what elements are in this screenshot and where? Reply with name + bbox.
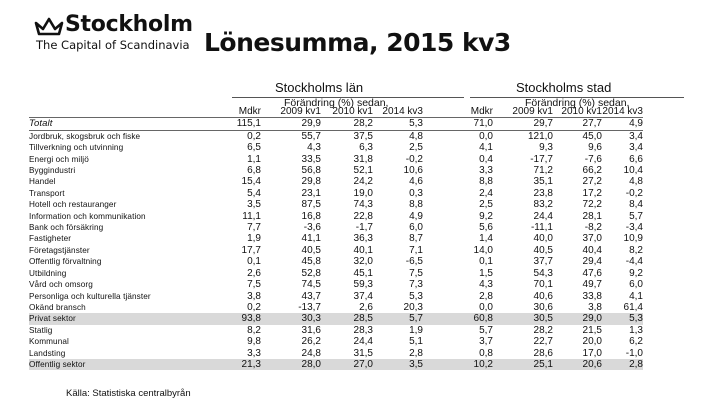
cell-value: -0,2: [405, 153, 423, 165]
subheader-stad: Förändring (%) sedan,: [525, 97, 630, 109]
cell-value: -8,2: [584, 222, 602, 234]
cell-value: 1,9: [409, 324, 423, 336]
cell-value: 26,2: [301, 336, 321, 348]
cell-value: 1,4: [479, 233, 493, 245]
cell-value: 52,1: [353, 165, 373, 177]
cell-value: 61,4: [623, 301, 643, 313]
column-header: Mdkr: [238, 106, 261, 117]
cell-value: 56,8: [301, 165, 321, 177]
cell-value: 14,0: [473, 244, 493, 256]
cell-value: -17,7: [530, 153, 553, 165]
cell-value: 4,6: [409, 176, 423, 188]
cell-value: -3,4: [625, 222, 643, 234]
table-row: [29, 233, 643, 244]
cell-value: 1,3: [629, 324, 643, 336]
table-row: [29, 325, 643, 336]
column-header: 2014 kv3: [602, 106, 643, 117]
cell-value: 45,1: [353, 267, 373, 279]
cell-value: 2,6: [359, 301, 373, 313]
cell-value: 22,8: [353, 210, 373, 222]
table-row: [29, 291, 643, 302]
cell-value: 3,5: [247, 199, 261, 211]
column-header: 2014 kv3: [382, 106, 423, 117]
cell-value: -1,0: [625, 347, 643, 359]
cell-value: 27,7: [553, 118, 602, 130]
cell-value: -6,5: [405, 256, 423, 268]
cell-value: 6,8: [247, 165, 261, 177]
cell-value: -3,6: [303, 222, 321, 234]
cell-value: 28,0: [261, 359, 321, 370]
row-label: Fastigheter: [29, 234, 72, 244]
cell-value: 1,1: [247, 153, 261, 165]
cell-value: 1,5: [479, 267, 493, 279]
table-row: [29, 302, 643, 313]
row-label: Utbildning: [29, 268, 67, 278]
cell-value: 8,8: [479, 176, 493, 188]
table-row: [29, 199, 643, 210]
sector-row: [29, 359, 643, 370]
cell-value: 20,6: [553, 359, 602, 370]
cell-value: 3,8: [247, 290, 261, 302]
cell-value: 41,1: [301, 233, 321, 245]
cell-value: 35,1: [533, 176, 553, 188]
cell-value: 7,3: [409, 279, 423, 291]
cell-value: 31,8: [353, 153, 373, 165]
column-header-blank: [29, 106, 199, 118]
column-header-row: [29, 106, 643, 118]
cell-value: 6,0: [629, 279, 643, 291]
cell-value: 37,0: [582, 233, 602, 245]
cell-value: 0,4: [479, 153, 493, 165]
cell-value: 2,6: [247, 267, 261, 279]
cell-value: 29,7: [493, 118, 553, 130]
row-label: Statlig: [29, 325, 53, 335]
cell-value: 21,5: [582, 324, 602, 336]
cell-value: 29,0: [553, 313, 602, 324]
cell-value: 27,2: [582, 176, 602, 188]
cell-value: 24,2: [353, 176, 373, 188]
cell-value: 121,0: [527, 130, 553, 142]
cell-value: 5,3: [409, 290, 423, 302]
cell-value: 5,3: [373, 118, 423, 130]
row-label: Privat sektor: [29, 313, 199, 324]
cell-value: 4,1: [479, 142, 493, 154]
cell-value: 8,4: [629, 199, 643, 211]
cell-value: -1,7: [355, 222, 373, 234]
cell-value: 40,4: [582, 244, 602, 256]
row-label: Information och kommunikation: [29, 211, 146, 221]
sector-row: [29, 313, 643, 324]
cell-value: -4,4: [625, 256, 643, 268]
page-title: Lönesumma, 2015 kv3: [204, 28, 511, 57]
row-label: Vård och omsorg: [29, 280, 93, 290]
cell-value: 2,5: [409, 142, 423, 154]
cell-value: 0,8: [479, 347, 493, 359]
cell-value: -0,2: [625, 187, 643, 199]
row-label: Transport: [29, 188, 65, 198]
cell-value: 9,8: [247, 336, 261, 348]
cell-value: 37,7: [533, 256, 553, 268]
column-header: Mdkr: [470, 106, 493, 117]
cell-value: 4,3: [307, 142, 321, 154]
cell-value: 40,5: [301, 244, 321, 256]
cell-value: 28,1: [582, 210, 602, 222]
cell-value: 0,2: [247, 301, 261, 313]
row-label: Jordbruk, skogsbruk och fiske: [29, 131, 141, 141]
cell-value: 45,0: [582, 130, 602, 142]
cell-value: -11,1: [530, 222, 553, 234]
cell-value: 3,7: [479, 336, 493, 348]
cell-value: 40,0: [533, 233, 553, 245]
table-row: [29, 348, 643, 359]
cell-value: 28,3: [353, 324, 373, 336]
logo-brand: Stockholm: [65, 12, 193, 37]
cell-value: 2,4: [479, 187, 493, 199]
table-row: [29, 256, 643, 267]
row-label: Offentlig sektor: [29, 359, 199, 370]
cell-value: 49,7: [582, 279, 602, 291]
cell-value: 71,0: [437, 118, 493, 130]
row-label: Totalt: [29, 118, 199, 130]
cell-value: 33,5: [301, 153, 321, 165]
cell-value: 43,7: [301, 290, 321, 302]
row-label: Personliga och kulturella tjänster: [29, 291, 151, 301]
cell-value: 7,1: [409, 244, 423, 256]
column-header: 2010 kv1: [332, 106, 373, 117]
source-note: Källa: Statistiska centralbyrån: [66, 388, 191, 399]
cell-value: 0,0: [479, 301, 493, 313]
cell-value: 55,7: [301, 130, 321, 142]
cell-value: 21,3: [199, 359, 261, 370]
cell-value: 30,3: [261, 313, 321, 324]
cell-value: 3,5: [373, 359, 423, 370]
cell-value: 11,1: [242, 210, 261, 222]
cell-value: 9,6: [588, 142, 602, 154]
cell-value: 9,3: [539, 142, 553, 154]
cell-value: 4,3: [479, 279, 493, 291]
row-label: Bank och försäkring: [29, 223, 104, 233]
group-header-lan: Stockholms län: [275, 80, 364, 95]
cell-value: 0,1: [479, 256, 493, 268]
column-header: 2009 kv1: [280, 106, 321, 117]
cell-value: 5,6: [479, 222, 493, 234]
cell-value: 0,0: [479, 130, 493, 142]
cell-value: 24,8: [301, 347, 321, 359]
total-row: [29, 118, 643, 130]
cell-value: 4,9: [409, 210, 423, 222]
cell-value: 5,7: [629, 210, 643, 222]
cell-value: 4,8: [629, 176, 643, 188]
cell-value: 24,4: [533, 210, 553, 222]
cell-value: 4,9: [602, 118, 643, 130]
cell-value: 10,6: [403, 165, 423, 177]
cell-value: 30,6: [533, 301, 553, 313]
cell-value: 8,7: [409, 233, 423, 245]
table-row: [29, 188, 643, 199]
subheader-lan: Förändring (%) sedan,: [284, 97, 389, 109]
row-label: Hotell och restauranger: [29, 200, 117, 210]
table-row: [29, 279, 643, 290]
table-row: [29, 154, 643, 165]
row-label: Kommunal: [29, 337, 69, 347]
cell-value: 6,3: [359, 142, 373, 154]
cell-value: 71,2: [533, 165, 553, 177]
cell-value: 8,2: [247, 324, 261, 336]
cell-value: 3,4: [629, 142, 643, 154]
cell-value: 28,5: [321, 313, 373, 324]
cell-value: 15,4: [241, 176, 261, 188]
cell-value: 40,1: [353, 244, 373, 256]
cell-value: 7,5: [409, 267, 423, 279]
salary-table: [29, 106, 643, 370]
cell-value: 19,0: [353, 187, 373, 199]
cell-value: 3,3: [247, 347, 261, 359]
cell-value: 16,8: [301, 210, 321, 222]
table-row: [29, 336, 643, 347]
cell-value: 32,0: [353, 256, 373, 268]
table-row: [29, 211, 643, 222]
cell-value: 7,5: [247, 279, 261, 291]
row-label: Handel: [29, 177, 56, 187]
cell-value: 0,2: [247, 130, 261, 142]
cell-value: 8,2: [629, 244, 643, 256]
cell-value: 47,6: [582, 267, 602, 279]
cell-value: 6,5: [247, 142, 261, 154]
cell-value: 25,1: [493, 359, 553, 370]
cell-value: 6,0: [409, 222, 423, 234]
cell-value: 52,8: [301, 267, 321, 279]
row-label: Offentlig förvaltning: [29, 257, 102, 267]
cell-value: 2,8: [409, 347, 423, 359]
row-label: Tillverkning och utvinning: [29, 143, 124, 153]
cell-value: 27,0: [321, 359, 373, 370]
cell-value: 9,2: [629, 267, 643, 279]
cell-value: 29,8: [301, 176, 321, 188]
cell-value: 45,8: [301, 256, 321, 268]
cell-value: 3,4: [629, 130, 643, 142]
cell-value: 5,7: [479, 324, 493, 336]
cell-value: 20,3: [403, 301, 423, 313]
cell-value: 36,3: [353, 233, 373, 245]
cell-value: 5,1: [409, 336, 423, 348]
cell-value: 22,7: [533, 336, 553, 348]
cell-value: 29,9: [261, 118, 321, 130]
cell-value: 40,6: [533, 290, 553, 302]
cell-value: 7,7: [247, 222, 261, 234]
group-header-stad: Stockholms stad: [516, 80, 612, 95]
cell-value: 28,2: [321, 118, 373, 130]
cell-value: 6,6: [629, 153, 643, 165]
cell-value: 5,4: [247, 187, 261, 199]
cell-value: 10,9: [623, 233, 643, 245]
cell-value: -7,6: [584, 153, 602, 165]
cell-value: 66,2: [582, 165, 602, 177]
cell-value: 74,5: [301, 279, 321, 291]
cell-value: 70,1: [533, 279, 553, 291]
cell-value: 74,3: [353, 199, 373, 211]
cell-value: 37,5: [353, 130, 373, 142]
table-row: [29, 130, 643, 142]
table-row: [29, 268, 643, 279]
cell-value: -13,7: [298, 301, 321, 313]
column-header: 2010 kv1: [561, 106, 602, 117]
cell-value: 31,5: [353, 347, 373, 359]
cell-value: 4,8: [409, 130, 423, 142]
cell-value: 1,9: [247, 233, 261, 245]
table-row: [29, 165, 643, 176]
cell-value: 2,5: [479, 199, 493, 211]
cell-value: 10,2: [437, 359, 493, 370]
cell-value: 59,3: [353, 279, 373, 291]
table-row: [29, 142, 643, 153]
cell-value: 31,6: [301, 324, 321, 336]
row-label: Landsting: [29, 348, 66, 358]
cell-value: 17,2: [582, 187, 602, 199]
row-label: Byggindustri: [29, 166, 76, 176]
crown-icon: [34, 15, 64, 37]
cell-value: 17,7: [241, 244, 261, 256]
cell-value: 0,1: [247, 256, 261, 268]
cell-value: 3,8: [588, 301, 602, 313]
cell-value: 54,3: [533, 267, 553, 279]
cell-value: 28,6: [533, 347, 553, 359]
cell-value: 8,8: [409, 199, 423, 211]
cell-value: 5,7: [373, 313, 423, 324]
cell-value: 10,4: [623, 165, 643, 177]
row-label: Företagstjänster: [29, 245, 90, 255]
cell-value: 30,5: [493, 313, 553, 324]
cell-value: 0,3: [409, 187, 423, 199]
cell-value: 17,0: [582, 347, 602, 359]
logo-tagline: The Capital of Scandinavia: [36, 38, 190, 52]
cell-value: 87,5: [301, 199, 321, 211]
cell-value: 40,5: [533, 244, 553, 256]
cell-value: 23,8: [533, 187, 553, 199]
cell-value: 60,8: [437, 313, 493, 324]
cell-value: 23,1: [301, 187, 321, 199]
cell-value: 5,3: [602, 313, 643, 324]
row-label: Energi och miljö: [29, 154, 89, 164]
cell-value: 2,8: [602, 359, 643, 370]
cell-value: 24,4: [353, 336, 373, 348]
table-row: [29, 176, 643, 187]
cell-value: 115,1: [199, 118, 261, 130]
stockholm-logo: [34, 13, 193, 52]
column-header: 2009 kv1: [512, 106, 553, 117]
row-label: Okänd bransch: [29, 302, 86, 312]
cell-value: 37,4: [353, 290, 373, 302]
cell-value: 28,2: [533, 324, 553, 336]
cell-value: 33,8: [582, 290, 602, 302]
cell-value: 29,4: [582, 256, 602, 268]
cell-value: 3,3: [479, 165, 493, 177]
cell-value: 2,8: [479, 290, 493, 302]
table-row: [29, 245, 643, 256]
cell-value: 83,2: [533, 199, 553, 211]
cell-value: 9,2: [479, 210, 493, 222]
cell-value: 4,1: [629, 290, 643, 302]
cell-value: 93,8: [199, 313, 261, 324]
table-row: [29, 222, 643, 233]
cell-value: 6,2: [629, 336, 643, 348]
cell-value: 20,0: [582, 336, 602, 348]
cell-value: 72,2: [582, 199, 602, 211]
